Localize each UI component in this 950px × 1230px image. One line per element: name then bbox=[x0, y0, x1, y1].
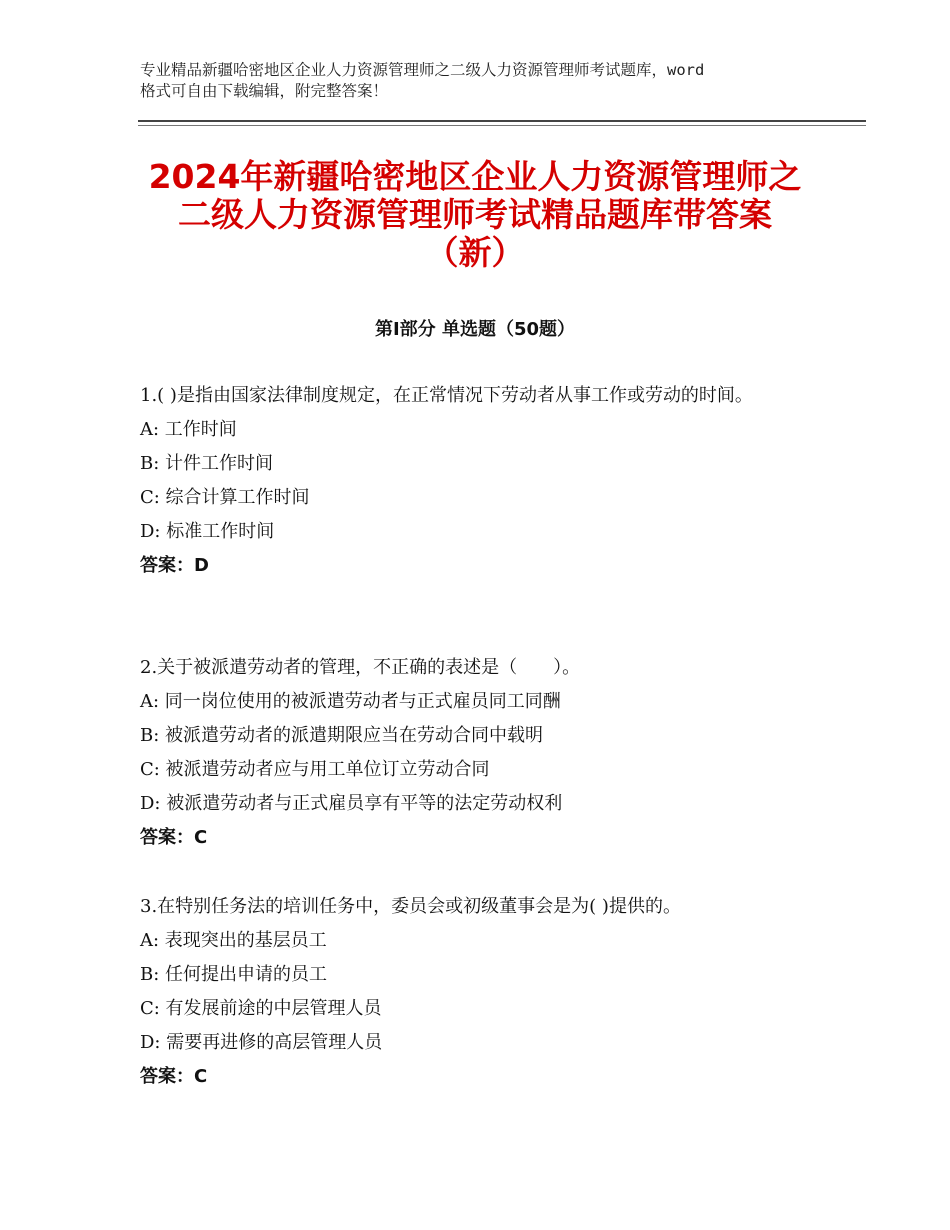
answer-label: 答案：C bbox=[140, 1066, 208, 1087]
document-title bbox=[120, 158, 830, 272]
header-note-line: 格式可自由下载编辑，附完整答案！ bbox=[140, 82, 389, 100]
option-b: B: 任何提出申请的员工 bbox=[140, 964, 328, 985]
question-stem: 3.在特别任务法的培训任务中，委员会或初级董事会是为( )提供的。 bbox=[140, 896, 681, 917]
question-stem: 2.关于被派遣劳动者的管理，不正确的表述是（ ）。 bbox=[140, 657, 581, 678]
option-a: A: 同一岗位使用的被派遣劳动者与正式雇员同工同酬 bbox=[140, 691, 561, 712]
question-block bbox=[140, 651, 820, 855]
question-stem: 1.( )是指由国家法律制度规定，在正常情况下劳动者从事工作或劳动的时间。 bbox=[140, 385, 753, 406]
question-block bbox=[140, 379, 820, 583]
document-title-line: 2024年新疆哈密地区企业人力资源管理师之 bbox=[148, 157, 802, 196]
option-d: D: 需要再进修的高层管理人员 bbox=[140, 1032, 383, 1053]
option-d: D: 被派遣劳动者与正式雇员享有平等的法定劳动权利 bbox=[140, 793, 563, 814]
option-c: C: 综合计算工作时间 bbox=[140, 487, 310, 508]
header-divider bbox=[138, 120, 866, 122]
option-d: D: 标准工作时间 bbox=[140, 521, 275, 542]
option-c: C: 有发展前途的中层管理人员 bbox=[140, 998, 382, 1019]
answer-label: 答案：C bbox=[140, 827, 208, 848]
option-a: A: 表现突出的基层员工 bbox=[140, 930, 327, 951]
document-title-line: 二级人力资源管理师考试精品题库带答案 bbox=[178, 195, 772, 234]
question-block bbox=[140, 890, 820, 1094]
option-a: A: 工作时间 bbox=[140, 419, 237, 440]
header-divider bbox=[138, 125, 866, 126]
option-b: B: 计件工作时间 bbox=[140, 453, 274, 474]
answer-label: 答案：D bbox=[140, 555, 209, 576]
option-b: B: 被派遣劳动者的派遣期限应当在劳动合同中载明 bbox=[140, 725, 544, 746]
section-heading: 第Ⅰ部分 单选题（50题） bbox=[374, 319, 575, 340]
option-c: C: 被派遣劳动者应与用工单位订立劳动合同 bbox=[140, 759, 490, 780]
document-title-line: （新） bbox=[425, 233, 525, 272]
header-note-line: 专业精品新疆哈密地区企业人力资源管理师之二级人力资源管理师考试题库，word bbox=[140, 61, 705, 79]
header-note bbox=[140, 60, 820, 102]
